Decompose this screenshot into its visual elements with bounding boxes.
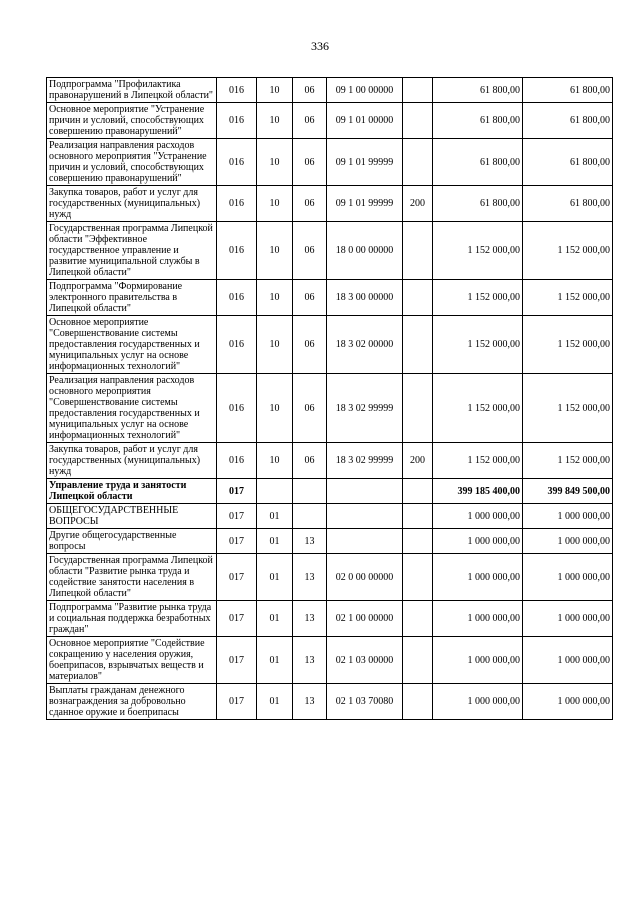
row-vr [403,78,433,103]
row-sum-1: 1 000 000,00 [433,504,523,529]
row-name: Закупка товаров, работ и услуг для государственных (муниципальных) нужд [47,186,217,222]
row-rz: 10 [257,186,293,222]
row-ved: 016 [217,280,257,316]
row-rz: 10 [257,374,293,443]
row-ved: 016 [217,103,257,139]
table-row [47,684,613,720]
row-pr: 06 [293,139,327,186]
row-name: Другие общегосударственные вопросы [47,529,217,554]
row-rz: 10 [257,78,293,103]
page-number: 336 [311,39,329,53]
row-sum-2: 1 152 000,00 [523,374,613,443]
row-sum-2: 1 000 000,00 [523,684,613,720]
row-name: Управление труда и занятости Липецкой области [47,479,217,504]
row-name: ОБЩЕГОСУДАРСТВЕННЫЕ ВОПРОСЫ [47,504,217,529]
row-sum-1: 61 800,00 [433,139,523,186]
row-sum-2: 1 000 000,00 [523,637,613,684]
row-rz [257,479,293,504]
row-vr [403,601,433,637]
row-csr: 09 1 01 99999 [327,186,403,222]
table-row [47,103,613,139]
budget-table [46,77,613,720]
row-name: Подпрограмма "Профилактика правонарушений в Липецкой области" [47,78,217,103]
row-csr [327,479,403,504]
row-pr: 06 [293,280,327,316]
row-sum-2: 1 000 000,00 [523,554,613,601]
row-csr: 18 3 02 00000 [327,316,403,374]
row-rz: 01 [257,637,293,684]
table-row [47,186,613,222]
row-rz: 01 [257,601,293,637]
row-csr: 02 0 00 00000 [327,554,403,601]
row-rz: 10 [257,139,293,186]
row-vr [403,684,433,720]
row-name: Подпрограмма "Формирование электронного правительства в Липецкой области" [47,280,217,316]
row-sum-2: 1 152 000,00 [523,222,613,280]
row-vr: 200 [403,186,433,222]
row-pr: 06 [293,443,327,479]
row-pr: 13 [293,601,327,637]
row-sum-1: 1 152 000,00 [433,374,523,443]
row-vr [403,554,433,601]
row-sum-1: 1 152 000,00 [433,443,523,479]
row-sum-2: 61 800,00 [523,103,613,139]
row-csr: 02 1 03 70080 [327,684,403,720]
row-pr [293,479,327,504]
row-sum-1: 399 185 400,00 [433,479,523,504]
row-vr [403,504,433,529]
row-ved: 017 [217,529,257,554]
row-csr: 09 1 01 99999 [327,139,403,186]
row-ved: 017 [217,554,257,601]
row-csr: 18 3 02 99999 [327,443,403,479]
row-pr: 13 [293,637,327,684]
row-name: Подпрограмма "Развитие рынка труда и социальная поддержка безработных граждан" [47,601,217,637]
table-row [47,554,613,601]
row-sum-2: 1 000 000,00 [523,601,613,637]
row-vr [403,222,433,280]
row-rz: 10 [257,443,293,479]
row-rz: 10 [257,222,293,280]
row-pr: 06 [293,103,327,139]
row-name: Государственная программа Липецкой области "Эффективное государственное управление и развитие муниципальной службы в Липецкой области" [47,222,217,280]
row-ved: 016 [217,316,257,374]
table-row [47,637,613,684]
row-name: Основное мероприятие "Устранение причин и условий, способствующих совершению правонарушений" [47,103,217,139]
row-name: Выплаты гражданам денежного вознаграждения за добровольно сданное оружие и боеприпасы [47,684,217,720]
row-sum-1: 1 152 000,00 [433,280,523,316]
row-sum-2: 1 152 000,00 [523,280,613,316]
row-csr [327,529,403,554]
row-ved: 016 [217,222,257,280]
row-sum-1: 1 152 000,00 [433,316,523,374]
row-sum-1: 61 800,00 [433,186,523,222]
row-csr [327,504,403,529]
row-sum-1: 1 000 000,00 [433,637,523,684]
row-ved: 016 [217,139,257,186]
row-vr: 200 [403,443,433,479]
row-pr: 13 [293,684,327,720]
row-pr: 06 [293,186,327,222]
row-sum-1: 61 800,00 [433,78,523,103]
row-sum-1: 1 000 000,00 [433,684,523,720]
table-row [47,139,613,186]
row-pr: 06 [293,316,327,374]
row-csr: 18 3 00 00000 [327,280,403,316]
row-vr [403,637,433,684]
row-sum-1: 1 152 000,00 [433,222,523,280]
row-vr [403,103,433,139]
row-name: Государственная программа Липецкой области "Развитие рынка труда и содействие занятости населения в Липецкой области" [47,554,217,601]
row-vr [403,479,433,504]
row-rz: 10 [257,280,293,316]
row-sum-1: 1 000 000,00 [433,529,523,554]
row-csr: 18 3 02 99999 [327,374,403,443]
row-csr: 02 1 03 00000 [327,637,403,684]
table-row [47,222,613,280]
table-row [47,280,613,316]
row-vr [403,316,433,374]
row-sum-2: 1 000 000,00 [523,529,613,554]
row-sum-2: 1 000 000,00 [523,504,613,529]
row-ved: 016 [217,443,257,479]
row-pr [293,504,327,529]
row-ved: 017 [217,637,257,684]
row-rz: 01 [257,554,293,601]
row-sum-1: 61 800,00 [433,103,523,139]
row-pr: 06 [293,78,327,103]
row-vr [403,529,433,554]
row-rz: 10 [257,103,293,139]
row-vr [403,374,433,443]
row-sum-2: 399 849 500,00 [523,479,613,504]
row-name: Закупка товаров, работ и услуг для государственных (муниципальных) нужд [47,443,217,479]
table-row [47,316,613,374]
row-pr: 06 [293,374,327,443]
row-pr: 13 [293,529,327,554]
row-pr: 13 [293,554,327,601]
table-row [47,601,613,637]
row-ved: 016 [217,78,257,103]
row-name: Основное мероприятие "Содействие сокращению у населения оружия, боеприпасов, взрывчатых веществ и материалов" [47,637,217,684]
row-ved: 017 [217,479,257,504]
row-name: Реализация направления расходов основного мероприятия "Совершенствование системы предоставления государственных и муниципальных услуг на основе информационных технологий" [47,374,217,443]
row-sum-2: 61 800,00 [523,186,613,222]
table-row [47,443,613,479]
row-rz: 10 [257,316,293,374]
row-ved: 016 [217,186,257,222]
row-sum-2: 61 800,00 [523,78,613,103]
table-row [47,479,613,504]
row-name: Основное мероприятие "Совершенствование системы предоставления государственных и муниципальных услуг на основе информационных технологий" [47,316,217,374]
row-ved: 017 [217,601,257,637]
row-sum-1: 1 000 000,00 [433,554,523,601]
row-rz: 01 [257,504,293,529]
row-csr: 18 0 00 00000 [327,222,403,280]
row-vr [403,280,433,316]
row-sum-2: 61 800,00 [523,139,613,186]
row-pr: 06 [293,222,327,280]
row-ved: 017 [217,684,257,720]
row-sum-2: 1 152 000,00 [523,443,613,479]
row-vr [403,139,433,186]
table-row [47,529,613,554]
row-ved: 016 [217,374,257,443]
row-sum-1: 1 000 000,00 [433,601,523,637]
table-row [47,78,613,103]
row-sum-2: 1 152 000,00 [523,316,613,374]
row-rz: 01 [257,529,293,554]
row-name: Реализация направления расходов основного мероприятия "Устранение причин и условий, способствующих совершению правонарушений" [47,139,217,186]
row-csr: 02 1 00 00000 [327,601,403,637]
table-row [47,504,613,529]
row-csr: 09 1 00 00000 [327,78,403,103]
row-ved: 017 [217,504,257,529]
row-rz: 01 [257,684,293,720]
table-row [47,374,613,443]
row-csr: 09 1 01 00000 [327,103,403,139]
